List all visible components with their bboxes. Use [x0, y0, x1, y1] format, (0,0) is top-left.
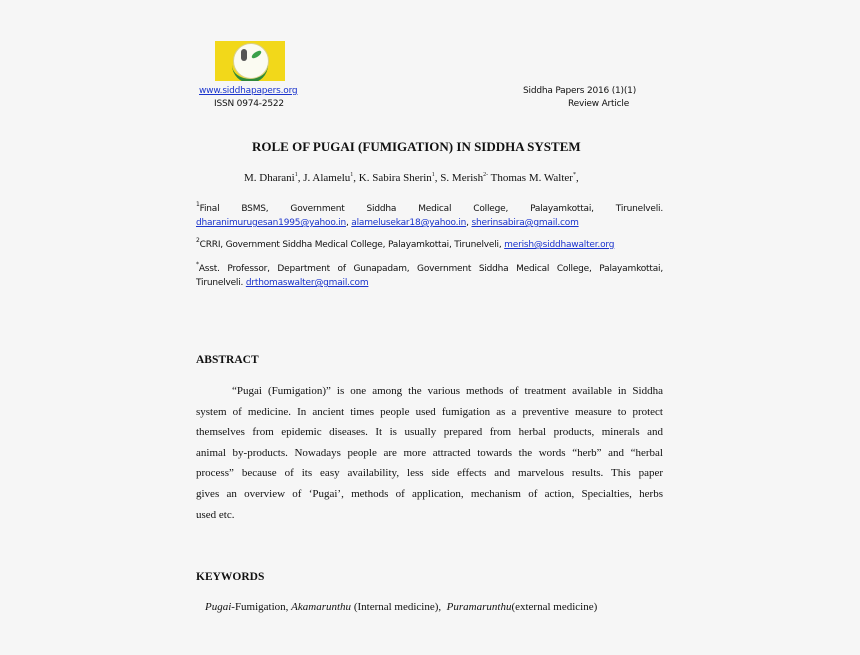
email-link[interactable]: merish@siddhawalter.org	[504, 240, 615, 250]
abstract-line: system of medicine. In ancient times people used fumigation as a preventive measure to protect	[196, 405, 663, 418]
logo-banner-arc	[232, 63, 268, 81]
affiliation-mark: *	[196, 261, 199, 268]
issn: ISSN 0974-2522	[214, 99, 284, 109]
paper-title: ROLE OF PUGAI (FUMIGATION) IN SIDDHA SYSTEM	[252, 139, 581, 154]
sep: ,	[434, 172, 441, 184]
website-link[interactable]: www.siddhapapers.org	[199, 86, 298, 96]
affiliation-3-cont	[196, 278, 368, 288]
affiliation-2	[196, 237, 615, 250]
keyword: Puramarunthu	[446, 601, 512, 613]
email-link[interactable]: sherinsabira@gmail.com	[471, 218, 579, 228]
author-sup: 1	[350, 172, 354, 178]
keyword-gloss: (Internal medicine),	[351, 601, 447, 613]
author-sup: 1	[431, 172, 435, 178]
affiliation-text: Asst. Professor, Department of Gunapadam, Government Siddha Medical College, Palayamkottai,	[198, 264, 663, 274]
keyword: Pugai	[205, 601, 232, 613]
author-sup: 2-	[483, 172, 489, 178]
author: M. Dharani	[244, 172, 295, 184]
abstract-line: animal by-products. Nowadays people are more attracted towards the words “herb” and “herbal	[196, 446, 663, 459]
abstract-line: themselves from epidemic diseases. It is usually prepared from herbal products, minerals and	[196, 426, 663, 439]
email-link[interactable]: alamelusekar18@yahoo.in	[351, 218, 467, 228]
affiliation-mark: 2	[196, 237, 200, 244]
journal-citation: Siddha Papers 2016 (1)(1)	[523, 86, 637, 96]
keywords-heading: KEYWORDS	[196, 571, 265, 583]
affiliation-3	[196, 261, 663, 274]
sep: ,	[353, 172, 359, 184]
affiliation-text: CRRI, Government Siddha Medical College, Palayamkottai, Tirunelveli,	[199, 240, 502, 250]
author: S. Merish	[440, 172, 484, 184]
abstract-line: gives an overview of ‘Pugai’, methods of application, mechanism of action, Specialties, herbs	[196, 487, 663, 500]
abstract-line: used etc.	[196, 508, 235, 521]
affiliation-1	[196, 201, 663, 214]
keywords-list	[205, 601, 597, 613]
abstract-line: “Pugai (Fumigation)” is one among the various methods of treatment available in Siddha	[232, 385, 663, 397]
email-link[interactable]: drthomaswalter@gmail.com	[245, 278, 369, 288]
keyword-gloss: (external medicine)	[511, 601, 598, 613]
herb-icon	[241, 49, 247, 61]
author-sup: 1	[294, 172, 298, 178]
affiliation-1-emails: dharanimurugesan1995@yahoo.in, alamelusekar18@yahoo.in, sherinsabira@gmail.com	[196, 218, 579, 228]
author: J. Alamelu	[303, 172, 351, 184]
email-link[interactable]: dharanimurugesan1995@yahoo.in	[196, 218, 346, 228]
author: Thomas M. Walter	[490, 172, 573, 184]
affiliation-text: Final BSMS, Government Siddha Medical College, Palayamkottai, Tirunelveli.	[199, 204, 663, 214]
abstract-body	[196, 381, 663, 525]
author-list	[244, 172, 579, 184]
sep: ,	[297, 172, 304, 184]
author-sup: *	[572, 172, 576, 178]
affiliation-text: Tirunelveli.	[196, 278, 244, 288]
author: K. Sabira Sherin	[358, 172, 432, 184]
abstract-heading: ABSTRACT	[196, 354, 259, 366]
keyword: Akamarunthu	[291, 601, 352, 613]
keyword-gloss: -Fumigation,	[231, 601, 292, 613]
article-type: Review Article	[568, 99, 630, 109]
abstract-line: process” because of its easy availability, less side effects and marvelous results. This paper	[196, 467, 663, 480]
sep: ,	[575, 172, 579, 184]
affiliation-mark: 1	[196, 201, 200, 208]
journal-logo	[215, 41, 285, 81]
